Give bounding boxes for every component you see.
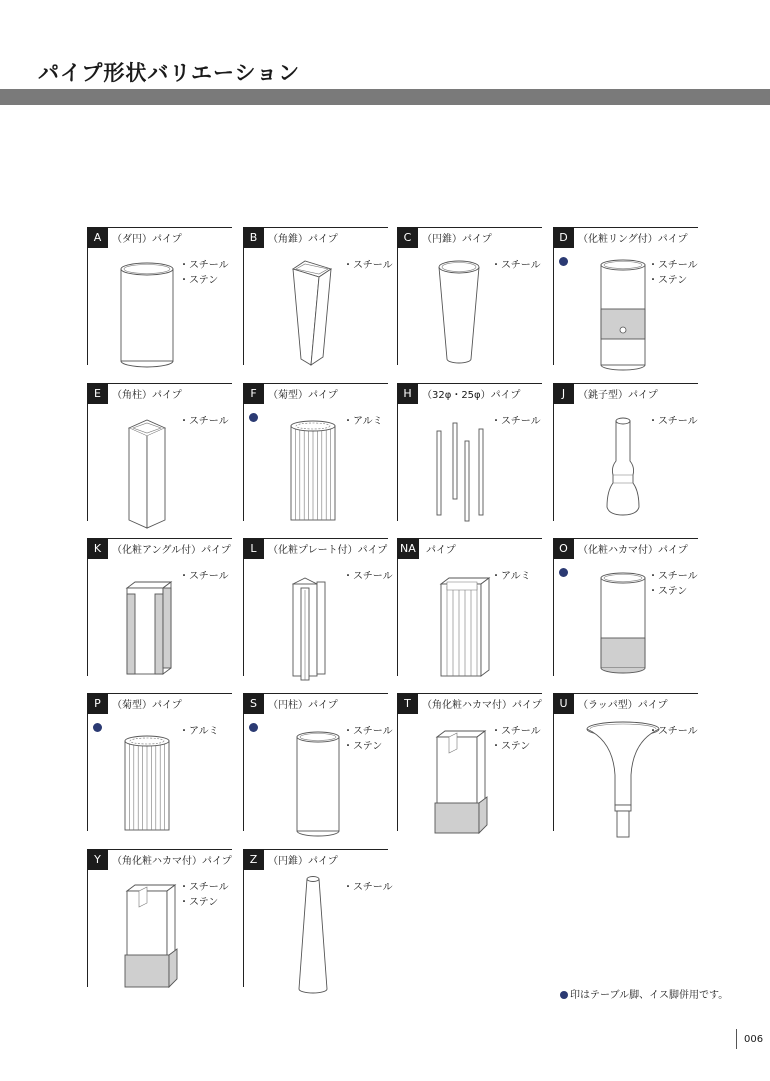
page-title: パイプ形状バリエーション [38,61,301,85]
pipe-item-l [243,538,393,676]
material-label: ・アルミ [491,571,531,582]
pipe-item-d [553,227,698,365]
material-label: ・スチール [343,571,393,582]
pipe-illustration [397,538,542,688]
item-name: （角化粧ハカマ付）パイプ [112,856,232,867]
material-label: ・スチール [343,260,393,271]
material-list [179,569,229,584]
material-label: ・アルミ [179,726,219,737]
cell-top-rule [243,383,388,384]
pipe-illustration [87,693,232,843]
pipe-illustration [243,693,388,843]
material-label: ・ステン [179,897,219,908]
material-list [179,880,229,910]
pipe-illustration [87,538,232,688]
material-list [343,724,393,754]
pipe-illustration [87,849,232,999]
item-name: （円錐）パイプ [422,234,492,245]
material-list [491,414,541,429]
pipe-illustration [553,227,698,377]
cell-top-rule [87,849,232,850]
pipe-item-e [87,383,232,521]
cell-top-rule [553,227,698,228]
cell-top-rule [397,227,542,228]
pipe-item-j [553,383,698,521]
pipe-item-s [243,693,393,831]
item-letter-badge: NA [397,538,419,559]
material-list [491,258,541,273]
material-label: ・スチール [179,882,229,893]
pipe-item-k [87,538,232,676]
material-label: ・スチール [179,416,229,427]
material-label: ・スチール [648,416,698,427]
item-letter-badge: O [553,538,574,559]
cell-top-rule [243,849,388,850]
pipe-illustration [243,383,388,533]
item-letter-badge: L [243,538,264,559]
material-label: ・スチール [491,726,541,737]
item-name: （ラッパ型）パイプ [578,700,668,711]
pipe-item-na [397,538,542,676]
item-letter-badge: H [397,383,418,404]
pipe-illustration [243,538,388,688]
item-name: （化粧ハカマ付）パイプ [578,545,688,556]
cell-top-rule [87,227,232,228]
material-label: ・スチール [179,260,229,271]
material-label: ・スチール [343,726,393,737]
material-label: ・スチール [648,260,698,271]
cell-top-rule [243,227,388,228]
legend-dot-icon [560,991,568,999]
material-label: ・ステン [343,741,383,752]
item-name: （円錐）パイプ [268,856,338,867]
item-letter-badge: P [87,693,108,714]
table-chair-dot-icon [559,257,568,266]
pipe-item-b [243,227,393,365]
item-letter-badge: A [87,227,108,248]
item-name: （角柱）パイプ [112,390,182,401]
pipe-item-t [397,693,542,831]
item-name: （角化粧ハカマ付）パイプ [422,700,542,711]
pipe-item-y [87,849,232,987]
item-letter-badge: K [87,538,108,559]
material-label: ・ステン [179,275,219,286]
item-letter-badge: C [397,227,418,248]
pipe-illustration [243,849,388,999]
item-name: （円柱）パイプ [268,700,338,711]
pipe-illustration [87,227,232,377]
table-chair-dot-icon [249,723,258,732]
material-list [343,569,393,584]
item-letter-badge: S [243,693,264,714]
footnote-text: 印はテーブル脚、イス脚併用です。 [570,990,729,1001]
item-name: （角錐）パイプ [268,234,338,245]
item-name: パイプ [426,545,456,556]
pipe-illustration [243,227,388,377]
cell-top-rule [553,383,698,384]
cell-top-rule [397,693,542,694]
material-label: ・スチール [491,260,541,271]
item-letter-badge: Z [243,849,264,870]
material-list [343,880,393,895]
cell-top-rule [553,693,698,694]
pipe-item-h [397,383,542,521]
material-list [491,569,531,584]
item-letter-badge: F [243,383,264,404]
material-label: ・ステン [648,586,688,597]
material-list [179,724,219,739]
cell-top-rule [553,538,698,539]
pipe-illustration [397,693,542,843]
title-bar [0,89,770,105]
table-chair-dot-icon [559,568,568,577]
item-letter-badge: B [243,227,264,248]
pipe-item-c [397,227,542,365]
cell-top-rule [87,538,232,539]
material-list [648,258,698,288]
material-label: ・スチール [179,571,229,582]
cell-top-rule [397,383,542,384]
item-letter-badge: Y [87,849,108,870]
item-letter-badge: D [553,227,574,248]
material-list [343,258,393,273]
item-name: （化粧プレート付）パイプ [268,545,388,556]
pipe-illustration [397,227,542,377]
pipe-illustration [87,383,232,533]
cell-top-rule [243,538,388,539]
cell-top-rule [87,383,232,384]
item-letter-badge: U [553,693,574,714]
material-label: ・スチール [491,416,541,427]
item-name: （菊型）パイプ [112,700,182,711]
pipe-illustration [553,383,698,533]
item-name: （化粧アングル付）パイプ [112,545,231,556]
material-list [491,724,541,754]
footnote [560,986,728,1001]
item-letter-badge: E [87,383,108,404]
item-letter-badge: J [553,383,574,404]
pipe-item-o [553,538,698,676]
material-list [343,414,383,429]
material-label: ・スチール [648,726,698,737]
material-label: ・ステン [648,275,688,286]
pipe-item-p [87,693,232,831]
table-chair-dot-icon [93,723,102,732]
cell-top-rule [87,693,232,694]
item-name: （化粧リング付）パイプ [578,234,688,245]
page-number: 006 [744,1034,764,1045]
material-label: ・スチール [648,571,698,582]
pipe-illustration [553,693,698,843]
material-label: ・アルミ [343,416,383,427]
table-chair-dot-icon [249,413,258,422]
pipe-illustration [397,383,542,533]
material-list [648,414,698,429]
pipe-item-f [243,383,388,521]
material-label: ・スチール [343,882,393,893]
material-list [179,414,229,429]
material-list [648,569,698,599]
item-name: （ダ円）パイプ [112,234,182,245]
material-list [179,258,229,288]
pipe-item-z [243,849,393,987]
item-name: （銚子型）パイプ [578,390,658,401]
pipe-item-a [87,227,232,365]
page-number-divider [736,1029,737,1049]
item-letter-badge: T [397,693,418,714]
pipe-item-u [553,693,698,831]
pipe-illustration [553,538,698,688]
material-label: ・ステン [491,741,531,752]
item-name: （菊型）パイプ [268,390,338,401]
item-name: （32φ・25φ）パイプ [422,390,521,401]
material-list [648,724,698,739]
cell-top-rule [243,693,388,694]
